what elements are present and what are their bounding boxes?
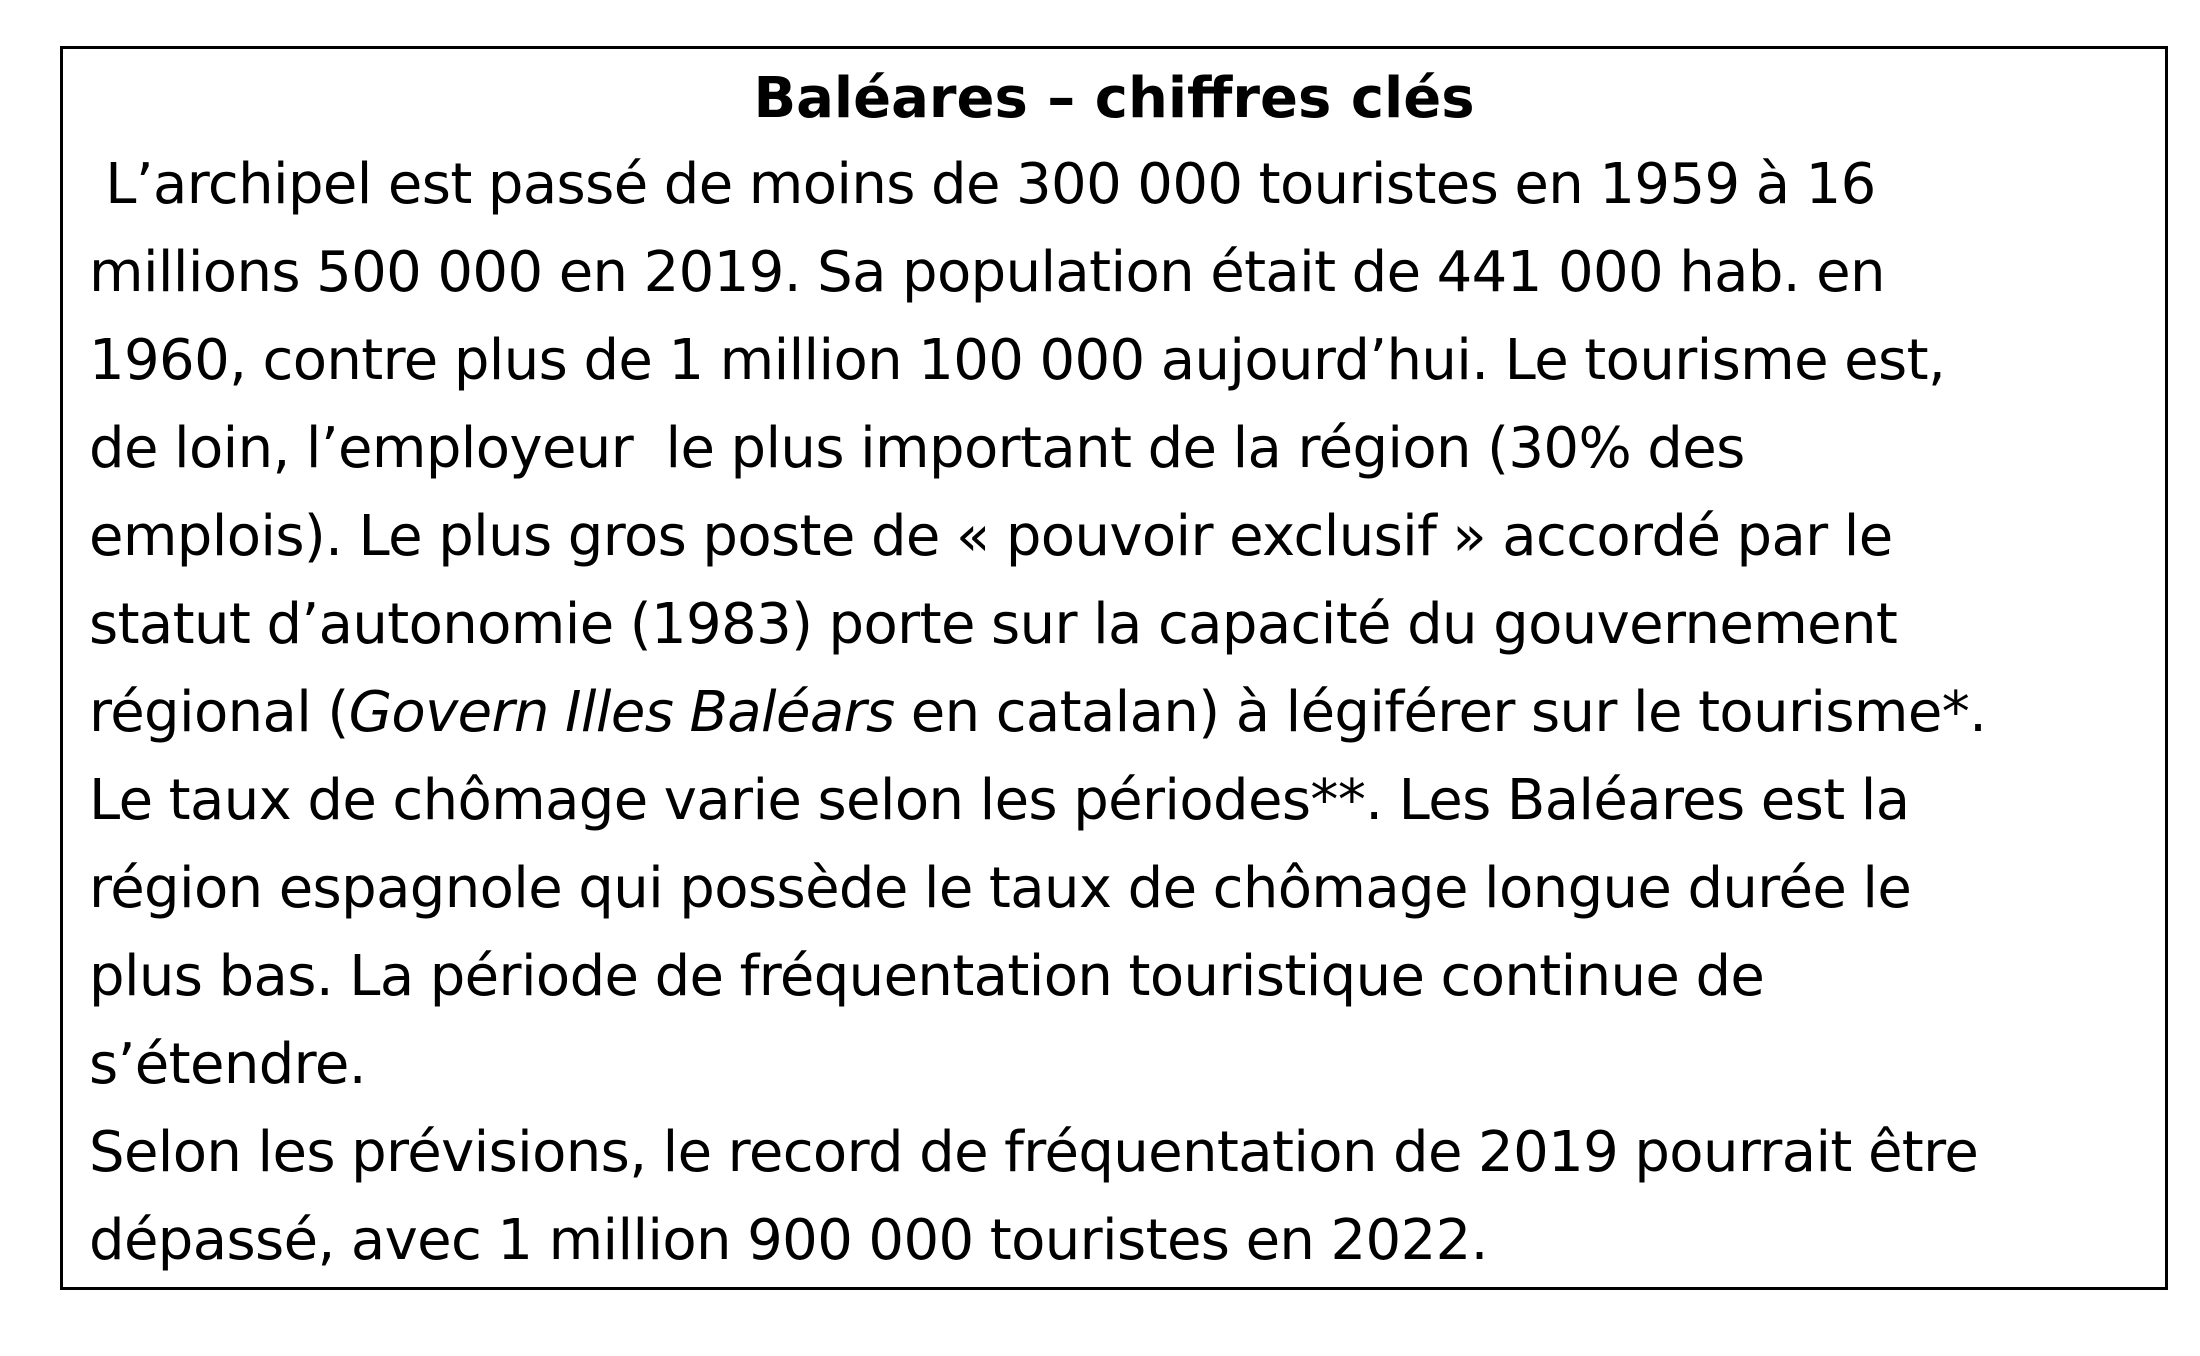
text-line: emplois). Le plus gros poste de « pouvoir exclusif » accordé par le xyxy=(89,504,1893,569)
text-line: L’archipel est passé de moins de 300 000 touristes en 1959 à 16 xyxy=(89,152,1876,217)
text-line: statut d’autonomie (1983) porte sur la capacité du gouvernement xyxy=(89,592,1898,657)
text-line xyxy=(89,669,2139,757)
text-line: 1960, contre plus de 1 million 100 000 aujourd’hui. Le tourisme est, xyxy=(89,328,1946,393)
text-line: dépassé, avec 1 million 900 000 touristes en 2022. xyxy=(89,1208,1488,1273)
text-line: Le taux de chômage varie selon les périodes**. Les Baléares est la xyxy=(89,768,1910,833)
text-line: millions 500 000 en 2019. Sa population était de 441 000 hab. en xyxy=(89,240,1885,305)
box-title: Baléares – chiffres clés xyxy=(753,66,1475,131)
text-segment: en catalan) à légiférer sur le tourisme*. xyxy=(894,680,1987,745)
text-line: région espagnole qui possède le taux de chômage longue durée le xyxy=(89,856,1912,921)
text-line: de loin, l’employeur le plus important de la région (30% des xyxy=(89,416,1745,481)
text-line: plus bas. La période de fréquentation touristique continue de xyxy=(89,944,1765,1009)
box-body-text xyxy=(89,141,2139,1285)
italic-catalan-name: Govern Illes Baléars xyxy=(348,680,895,745)
text-line: s’étendre. xyxy=(89,1032,366,1097)
text-line: Selon les prévisions, le record de fréquentation de 2019 pourrait être xyxy=(89,1120,1979,1185)
key-figures-box xyxy=(60,46,2168,1290)
text-segment: régional ( xyxy=(89,680,349,745)
